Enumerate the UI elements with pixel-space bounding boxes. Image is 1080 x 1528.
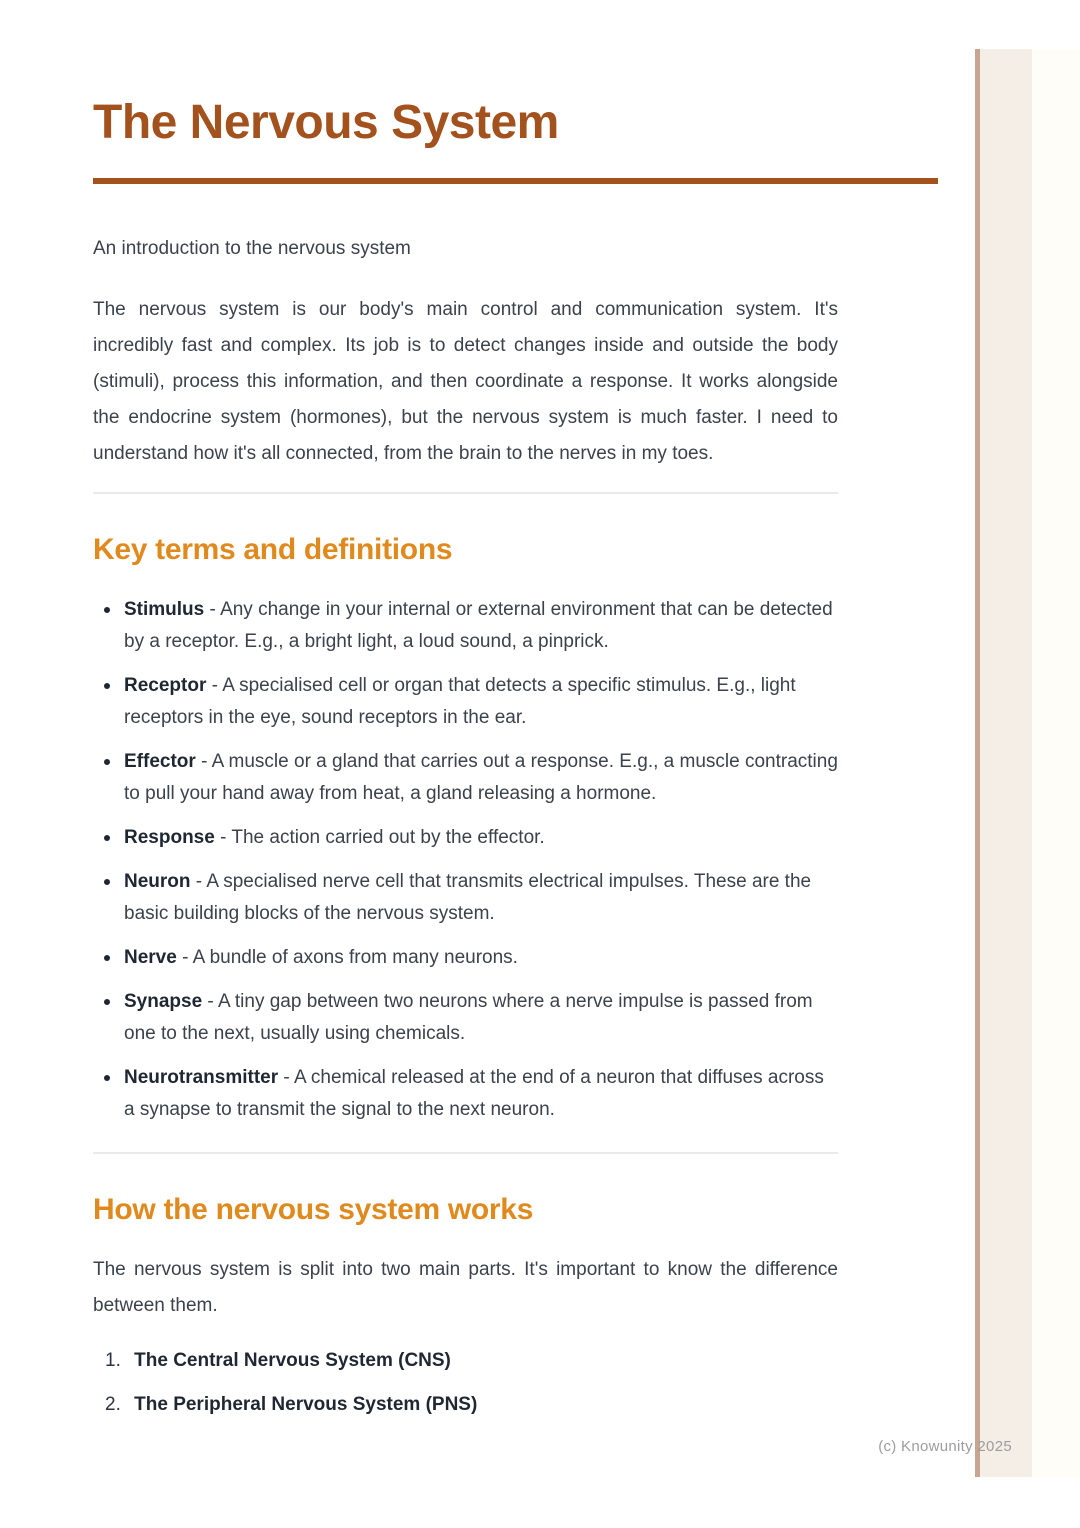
- key-term-item: [93, 1062, 838, 1126]
- section-divider: [93, 1152, 838, 1154]
- key-term-definition: - A specialised nerve cell that transmits electrical impulses. These are the basic building blocks of the nervous system.: [124, 871, 812, 924]
- key-term: Response: [124, 827, 215, 848]
- key-term: Neurotransmitter: [124, 1067, 279, 1088]
- key-term-definition: - A muscle or a gland that carries out a response. E.g., a muscle contracting to pull your hand away from heat, a gland releasing a hormone.: [124, 751, 838, 804]
- key-term-definition: - A tiny gap between two neurons where a nerve impulse is passed from one to the next, usually using chemicals.: [124, 991, 813, 1044]
- key-term: Nerve: [124, 947, 177, 968]
- key-term-definition: - A bundle of axons from many neurons.: [176, 947, 518, 968]
- intro-paragraph: The nervous system is our body's main control and communication system. It's incredibly fast and complex. Its job is to detect changes inside and outside the body (stimuli), process this information, and then coordinate a response. It works alongside the endocrine system (hormones), but the nervous system is much faster. I need to understand how it's all connected, from the brain to the nerves in my toes.: [93, 299, 838, 464]
- intro-line: An introduction to the nervous system: [93, 238, 411, 259]
- key-term: Receptor: [124, 675, 207, 696]
- key-term-item: [93, 594, 838, 658]
- key-term: Effector: [124, 751, 196, 772]
- item-text: The Peripheral Nervous System (PNS): [128, 1394, 478, 1415]
- page-title: The Nervous System: [93, 96, 559, 149]
- key-term-item: [93, 942, 838, 974]
- key-term: Neuron: [124, 871, 191, 892]
- key-term-item: [93, 670, 838, 734]
- document-content: [93, 0, 838, 1436]
- page-edge-stripe: [975, 49, 1032, 1477]
- page-edge-outer: [1032, 49, 1080, 1477]
- key-term-item: [93, 986, 838, 1050]
- key-term-item: [93, 866, 838, 930]
- key-term-definition: - A chemical released at the end of a neuron that diffuses across a synapse to transmit the signal to the next neuron.: [124, 1067, 824, 1120]
- section-heading-key-terms: Key terms and definitions: [93, 533, 453, 566]
- key-term-item: [93, 822, 838, 854]
- key-term-definition: - The action carried out by the effector.: [214, 827, 545, 848]
- item-number: 2.: [105, 1394, 121, 1415]
- key-term-definition: - Any change in your internal or external environment that can be detected by a receptor. E.g., a bright light, a loud sound, a pinprick.: [124, 599, 833, 652]
- key-term-item: [93, 746, 838, 810]
- key-terms-list: [93, 594, 838, 1126]
- numbered-list: [93, 1348, 838, 1418]
- item-text: The Central Nervous System (CNS): [128, 1350, 451, 1371]
- numbered-item: [93, 1348, 838, 1374]
- item-number: 1.: [105, 1350, 121, 1371]
- key-term-definition: - A specialised cell or organ that detects a specific stimulus. E.g., light receptors in the eye, sound receptors in the ear.: [124, 675, 796, 728]
- how-it-works-paragraph: The nervous system is split into two main parts. It's important to know the difference between them.: [93, 1259, 838, 1316]
- title-underline: [93, 178, 938, 184]
- section-divider: [93, 492, 838, 494]
- key-term: Synapse: [124, 991, 203, 1012]
- copyright-watermark: (c) Knowunity 2025: [878, 1438, 1012, 1455]
- numbered-item: [93, 1392, 838, 1418]
- section-heading-how-it-works: How the nervous system works: [93, 1193, 534, 1226]
- key-term: Stimulus: [124, 599, 205, 620]
